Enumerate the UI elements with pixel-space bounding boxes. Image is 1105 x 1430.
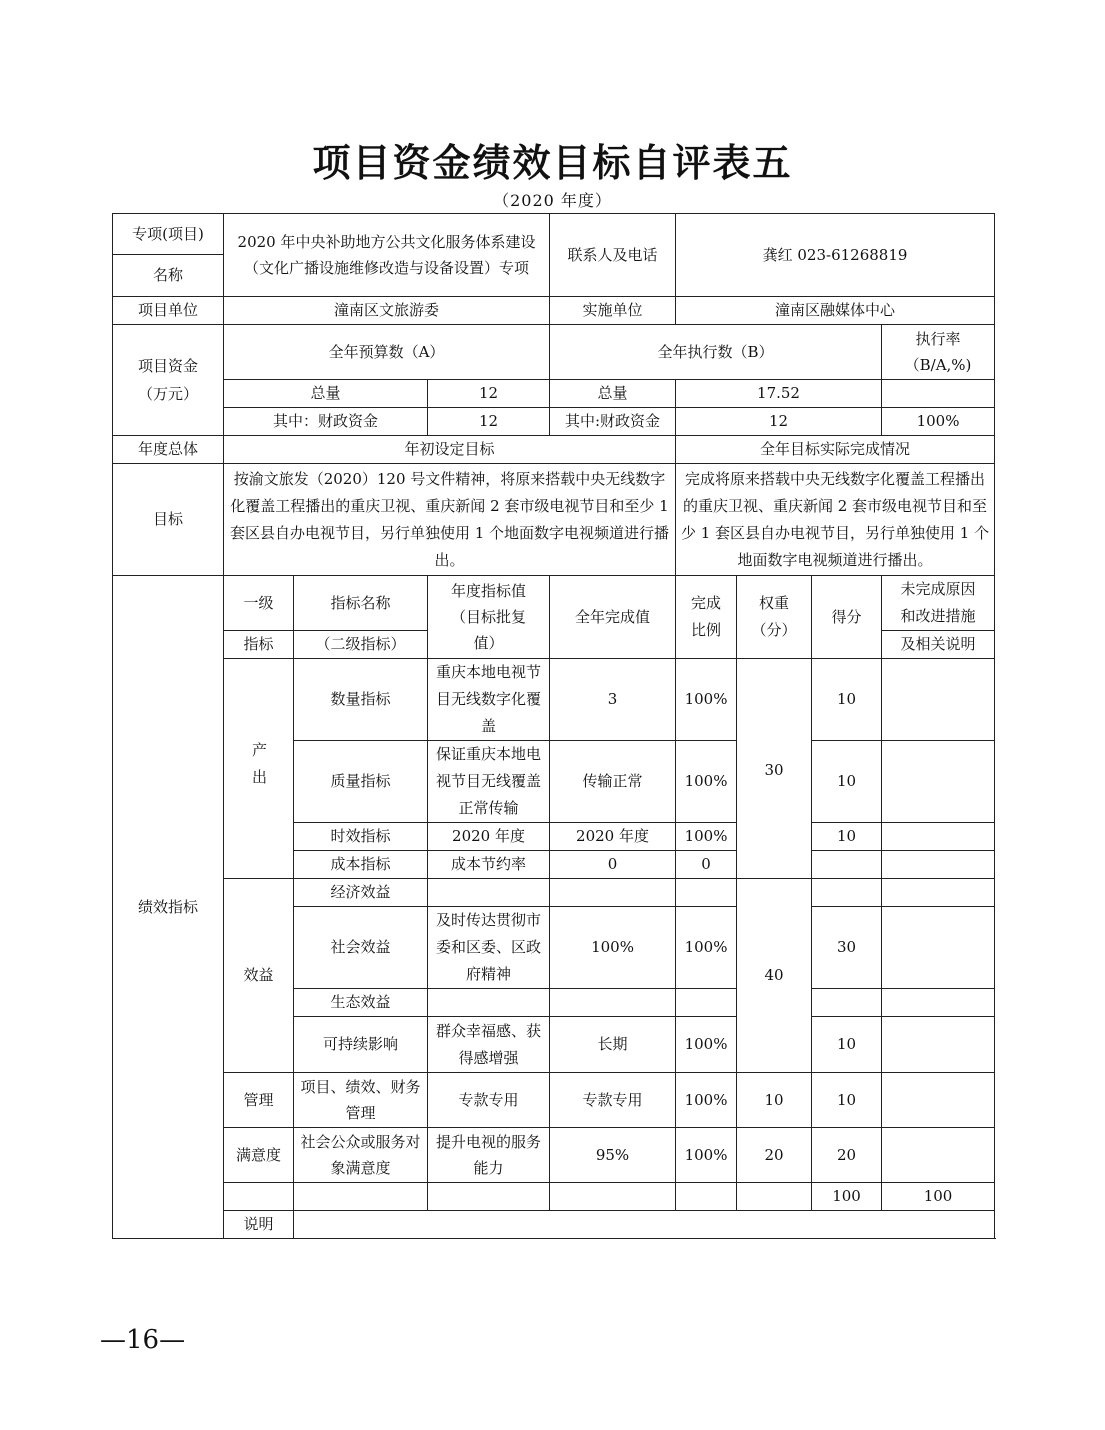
indicator-reason <box>882 879 995 907</box>
indicator-ratio: 100% <box>676 659 737 741</box>
ratio-header-line1: 完成 <box>691 594 722 612</box>
indicator-ratio <box>676 879 737 907</box>
reason-header-3: 及相关说明 <box>882 631 995 659</box>
target-header-line3: 值） <box>473 634 504 652</box>
indicator-score: 30 <box>812 907 882 989</box>
actual-goal-header: 全年目标实际完成情况 <box>676 436 995 464</box>
project-name-value: 2020 年中央补助地方公共文化服务体系建设（文化广播设施维修改造与设备设置）专项 <box>224 214 550 297</box>
management-reason <box>882 1073 995 1128</box>
benefit-category: 效益 <box>224 879 294 1073</box>
execution-rate-header <box>882 325 995 380</box>
totals-empty-6 <box>737 1183 812 1211</box>
indicator-ratio: 100% <box>676 741 737 823</box>
totals-empty-4 <box>550 1183 676 1211</box>
fiscal-rate-value: 100% <box>882 408 995 436</box>
fiscal-budget-value: 12 <box>428 408 550 436</box>
indicator-name: 可持续影响 <box>294 1017 428 1073</box>
indicator-actual: 100% <box>550 907 676 989</box>
indicator-score: 10 <box>812 741 882 823</box>
indicator-score: 10 <box>812 823 882 851</box>
reason-header-line2: 和改进措施 <box>900 607 976 625</box>
totals-empty-3 <box>428 1183 550 1211</box>
fiscal-exec-label: 其中:财政资金 <box>550 408 676 436</box>
implementing-unit-label: 实施单位 <box>550 297 676 325</box>
satisfaction-target: 提升电视的服务能力 <box>428 1128 550 1183</box>
budget-header: 全年预算数（A） <box>224 325 550 380</box>
indicator-ratio: 0 <box>676 851 737 879</box>
management-actual: 专款专用 <box>550 1073 676 1128</box>
satisfaction-actual: 95% <box>550 1128 676 1183</box>
management-target: 专款专用 <box>428 1073 550 1128</box>
goals-label: 年度总体 <box>113 436 224 464</box>
indicator-name: 质量指标 <box>294 741 428 823</box>
score-header: 得分 <box>812 576 882 659</box>
ratio-header-line2: 比例 <box>691 621 722 639</box>
reason-header-line1: 未完成原因 <box>900 580 976 598</box>
indicator-score <box>812 851 882 879</box>
management-ratio: 100% <box>676 1073 737 1128</box>
indicators-section-label: 绩效指标 <box>113 576 224 1239</box>
indicator-reason <box>882 907 995 989</box>
level1-header: 一级 <box>224 576 294 631</box>
initial-goal-header: 年初设定目标 <box>224 436 676 464</box>
report-year: （2020 年度） <box>493 191 612 210</box>
total-exec-value: 17.52 <box>676 380 882 408</box>
indicator-target: 2020 年度 <box>428 823 550 851</box>
indicator-ratio <box>676 989 737 1017</box>
total-budget-label: 总量 <box>224 380 428 408</box>
indicator-name: 社会效益 <box>294 907 428 989</box>
indicator-actual <box>550 989 676 1017</box>
indicator-actual: 2020 年度 <box>550 823 676 851</box>
indicator-reason <box>882 741 995 823</box>
satisfaction-ratio: 100% <box>676 1128 737 1183</box>
actual-goal-text: 完成将原来搭载中央无线数字化覆盖工程播出的重庆卫视、重庆新闻 2 套市级电视节目和至少 1 套区县自办电视节目，另行单独使用 1 个地面数字电视频道进行播出。 <box>676 464 995 576</box>
execution-header: 全年执行数（B） <box>550 325 882 380</box>
satisfaction-reason <box>882 1128 995 1183</box>
project-unit-value: 潼南区文旅游委 <box>224 297 550 325</box>
target-header <box>428 576 550 659</box>
output-weight <box>737 659 812 879</box>
fiscal-budget-label: 其中：财政资金 <box>224 408 428 436</box>
indicator-score: 10 <box>812 659 882 741</box>
funds-label-line2: （万元） <box>137 385 198 403</box>
target-header-line1: 年度指标值 <box>451 582 527 600</box>
benefit-weight: 40 <box>737 879 812 1073</box>
indicator-target: 重庆本地电视节目无线数字化覆盖 <box>428 659 550 741</box>
satisfaction-category: 满意度 <box>224 1128 294 1183</box>
ratio-header <box>676 576 737 659</box>
indicator-reason <box>882 851 995 879</box>
contact-label: 联系人及电话 <box>550 214 676 297</box>
target-header-line2: （目标批复 <box>451 608 527 626</box>
implementing-unit-value: 潼南区融媒体中心 <box>676 297 995 325</box>
indicator-score: 10 <box>812 1017 882 1073</box>
satisfaction-name: 社会公众或服务对象满意度 <box>294 1128 428 1183</box>
indicator-target: 成本节约率 <box>428 851 550 879</box>
totals-empty-2 <box>294 1183 428 1211</box>
management-score: 10 <box>812 1073 882 1128</box>
indicator-target: 群众幸福感、获得感增强 <box>428 1017 550 1073</box>
weight-header-line2: （分） <box>751 621 797 639</box>
indicator-target: 及时传达贯彻市委和区委、区政府精神 <box>428 907 550 989</box>
management-weight: 10 <box>737 1073 812 1128</box>
indicator-name: 经济效益 <box>294 879 428 907</box>
indicator-name: 成本指标 <box>294 851 428 879</box>
indicator-ratio: 100% <box>676 823 737 851</box>
indicator-reason <box>882 989 995 1017</box>
fiscal-exec-value: 12 <box>676 408 882 436</box>
notes-label: 说明 <box>224 1211 294 1239</box>
indicator-name-header: 指标名称 <box>294 576 428 631</box>
self-evaluation-table <box>112 213 995 1239</box>
page-title: 项目资金绩效目标自评表五 <box>312 140 793 185</box>
actual-header: 全年完成值 <box>550 576 676 659</box>
management-category: 管理 <box>224 1073 294 1128</box>
indicator-score <box>812 989 882 1017</box>
indicator-name: 生态效益 <box>294 989 428 1017</box>
notes-value <box>294 1211 995 1239</box>
project-name-label: 专项(项目) <box>113 214 224 255</box>
satisfaction-score: 20 <box>812 1128 882 1183</box>
indicator-name: 数量指标 <box>294 659 428 741</box>
indicator-target <box>428 989 550 1017</box>
initial-goal-text: 按渝文旅发（2020）120 号文件精神，将原来搭载中央无线数字化覆盖工程播出的重庆卫视、重庆新闻 2 套市级电视节目和至少 1 套区县自办电视节目，另行单独使用 1 个地面数字电视频道进行播出。 <box>224 464 676 576</box>
total-exec-label: 总量 <box>550 380 676 408</box>
indicator-actual: 传输正常 <box>550 741 676 823</box>
indicator-reason <box>882 823 995 851</box>
indicator-actual: 0 <box>550 851 676 879</box>
indicator-name: 时效指标 <box>294 823 428 851</box>
indicator-name-header-2: （二级指标） <box>294 631 428 659</box>
rate-header-line2: （B/A,%) <box>904 356 972 374</box>
output-category: 产出 <box>224 659 294 879</box>
contact-value: 龚红 023-61268819 <box>676 214 995 297</box>
goals-label-2: 目标 <box>113 464 224 576</box>
weight-header-line1: 权重 <box>759 594 790 612</box>
indicator-ratio: 100% <box>676 1017 737 1073</box>
indicator-reason <box>882 659 995 741</box>
total-budget-value: 12 <box>428 380 550 408</box>
totals-empty-5 <box>676 1183 737 1211</box>
funds-label-line1: 项目资金 <box>137 357 198 375</box>
total-rate-value <box>882 380 995 408</box>
totals-empty-1 <box>224 1183 294 1211</box>
project-unit-label: 项目单位 <box>113 297 224 325</box>
indicator-ratio: 100% <box>676 907 737 989</box>
indicator-actual: 长期 <box>550 1017 676 1073</box>
indicator-score <box>812 879 882 907</box>
indicator-target <box>428 879 550 907</box>
indicator-reason <box>882 1017 995 1073</box>
output-weight-value: 30 <box>764 761 784 779</box>
total-weight: 100 <box>812 1183 882 1211</box>
indicator-actual <box>550 879 676 907</box>
reason-header <box>882 576 995 631</box>
funds-label <box>113 325 224 436</box>
page-number: —16— <box>100 1325 186 1355</box>
level1-header-2: 指标 <box>224 631 294 659</box>
project-name-label-2: 名称 <box>113 255 224 297</box>
rate-header-line1: 执行率 <box>915 330 961 348</box>
indicator-target: 保证重庆本地电视节目无线覆盖正常传输 <box>428 741 550 823</box>
total-score: 100 <box>882 1183 995 1211</box>
weight-header <box>737 576 812 659</box>
management-name: 项目、绩效、财务管理 <box>294 1073 428 1128</box>
indicator-actual: 3 <box>550 659 676 741</box>
satisfaction-weight: 20 <box>737 1128 812 1183</box>
